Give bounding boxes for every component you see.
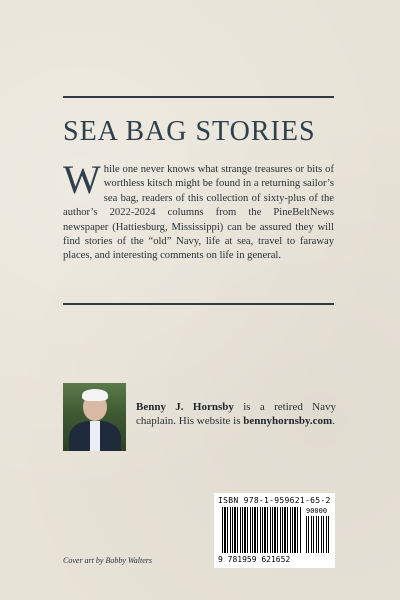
cover-art-credit: Cover art by Bobby Walters xyxy=(63,556,153,565)
author-bio xyxy=(136,400,336,428)
photo-shirt xyxy=(90,421,100,451)
isbn-barcode xyxy=(214,493,335,568)
addon-barcode-bars xyxy=(306,516,330,553)
bio-end: . xyxy=(332,415,335,427)
description-text: hile one never knows what strange treasures or bits of worthless kitsch might be found in a returning sailor’s sea bag, readers of this collection of sixty-plus of the author’s 2022-2024 columns from the PineBeltNews newspaper (Hattiesburg, Mississippi) can be assured they will find stories of the “old” Navy, life at sea, travel to faraway places, and interesting comments on life in general. xyxy=(63,164,334,262)
author-name: Benny J. Hornsby xyxy=(136,401,234,413)
bottom-divider xyxy=(63,303,334,305)
barcode-number: 9 781959 621652 xyxy=(218,555,291,564)
top-divider xyxy=(63,96,334,98)
author-photo xyxy=(63,383,126,451)
drop-cap: W xyxy=(63,157,101,202)
photo-hair xyxy=(82,389,108,401)
author-website: bennyhornsby.com xyxy=(243,415,333,427)
bio-text: is a retired Navy chaplain. His website is xyxy=(136,401,336,427)
price-code: 90000 xyxy=(306,507,328,515)
book-title: SEA BAG STORIES xyxy=(63,116,316,147)
barcode-bars xyxy=(222,507,302,553)
isbn-label: ISBN 978-1-959621-65-2 xyxy=(218,496,331,505)
book-description xyxy=(63,157,334,264)
